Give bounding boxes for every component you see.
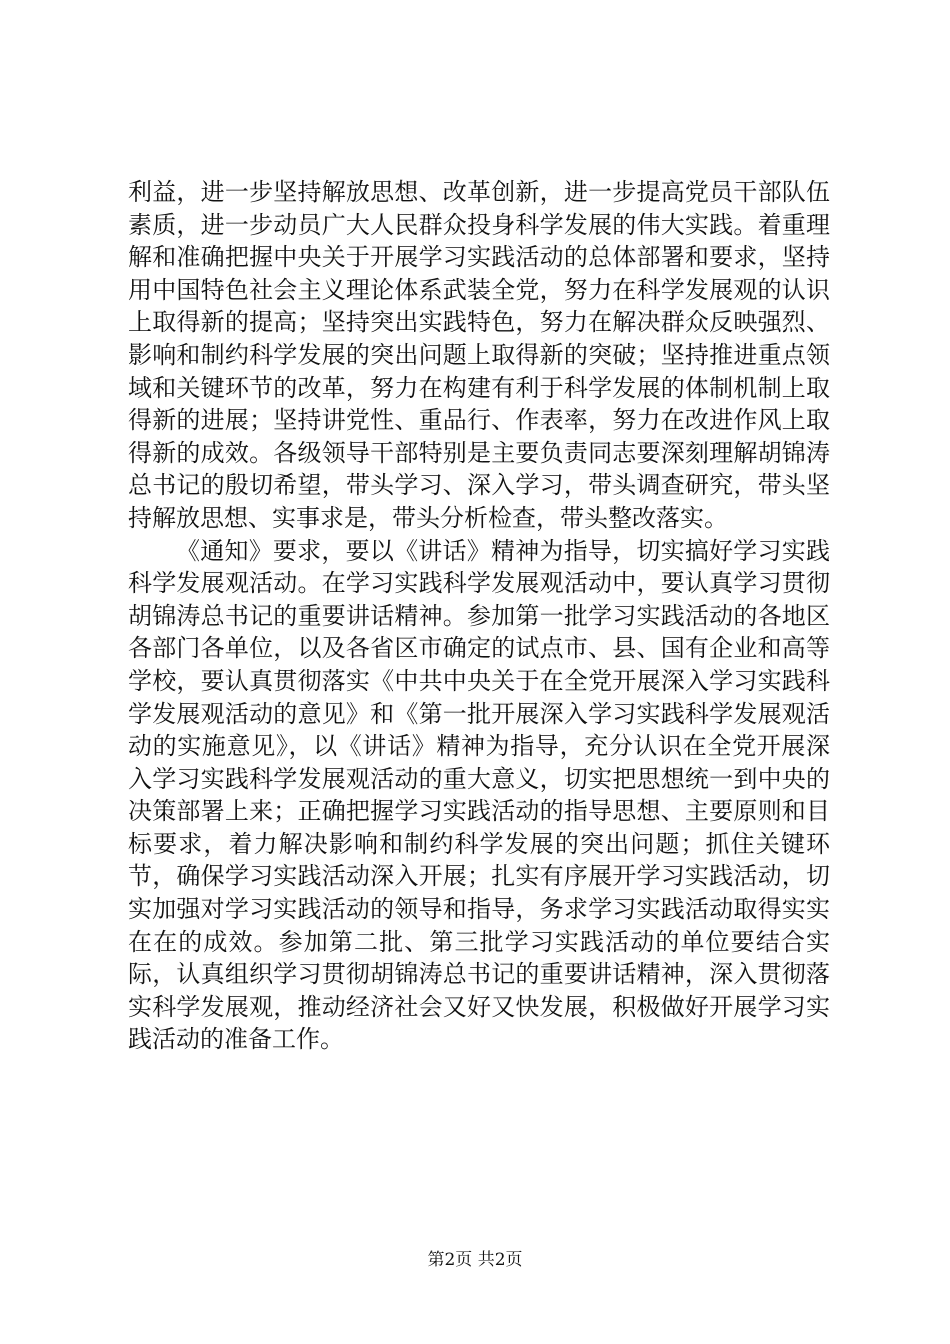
paragraph-1: 利益，进一步坚持解放思想、改革创新，进一步提高党员干部队伍素质，进一步动员广大人民群众投身科学发展的伟大实践。着重理解和准确把握中央关于开展学习实践活动的总体部署和要求，坚持用中国特色社会主义理论体系武装全党，努力在科学发展观的认识上取得新的提高；坚持突出实践特色，努力在解决群众反映强烈、影响和制约科学发展的突出问题上取得新的突破；坚持推进重点领域和关键环节的改革，努力在构建有利于科学发展的体制机制上取得新的进展；坚持讲党性、重品行、作表率，努力在改进作风上取得新的成效。各级领导干部特别是主要负责同志要深刻理解胡锦涛总书记的殷切希望，带头学习、深入学习，带头调查研究，带头坚持解放思想、实事求是，带头分析检查，带头整改落实。 xyxy=(128,178,830,532)
page-number-footer: 第2页 共2页 xyxy=(427,1250,523,1270)
paragraph-2: 《通知》要求，要以《讲话》精神为指导，切实搞好学习实践科学发展观活动。在学习实践科学发展观活动中，要认真学习贯彻胡锦涛总书记的重要讲话精神。参加第一批学习实践活动的各地区各部门各单位，以及各省区市确定的试点市、县、国有企业和高等学校，要认真贯彻落实《中共中央关于在全党开展深入学习实践科学发展观活动的意见》和《第一批开展深入学习实践科学发展观活动的实施意见》，以《讲话》精神为指导，充分认识在全党开展深入学习实践科学发展观活动的重大意义，切实把思想统一到中央的决策部署上来；正确把握学习实践活动的指导思想、主要原则和目标要求，着力解决影响和制约科学发展的突出问题；抓住关键环节，确保学习实践活动深入开展；扎实有序展开学习实践活动，切实加强对学习实践活动的领导和指导，务求学习实践活动取得实实在在的成效。参加第二批、第三批学习实践活动的单位要结合实际，认真组织学习贯彻胡锦涛总书记的重要讲话精神，深入贯彻落实科学发展观，推动经济社会又好又快发展，积极做好开展学习实践活动的准备工作。 xyxy=(128,536,830,1054)
document-body xyxy=(128,176,830,1056)
